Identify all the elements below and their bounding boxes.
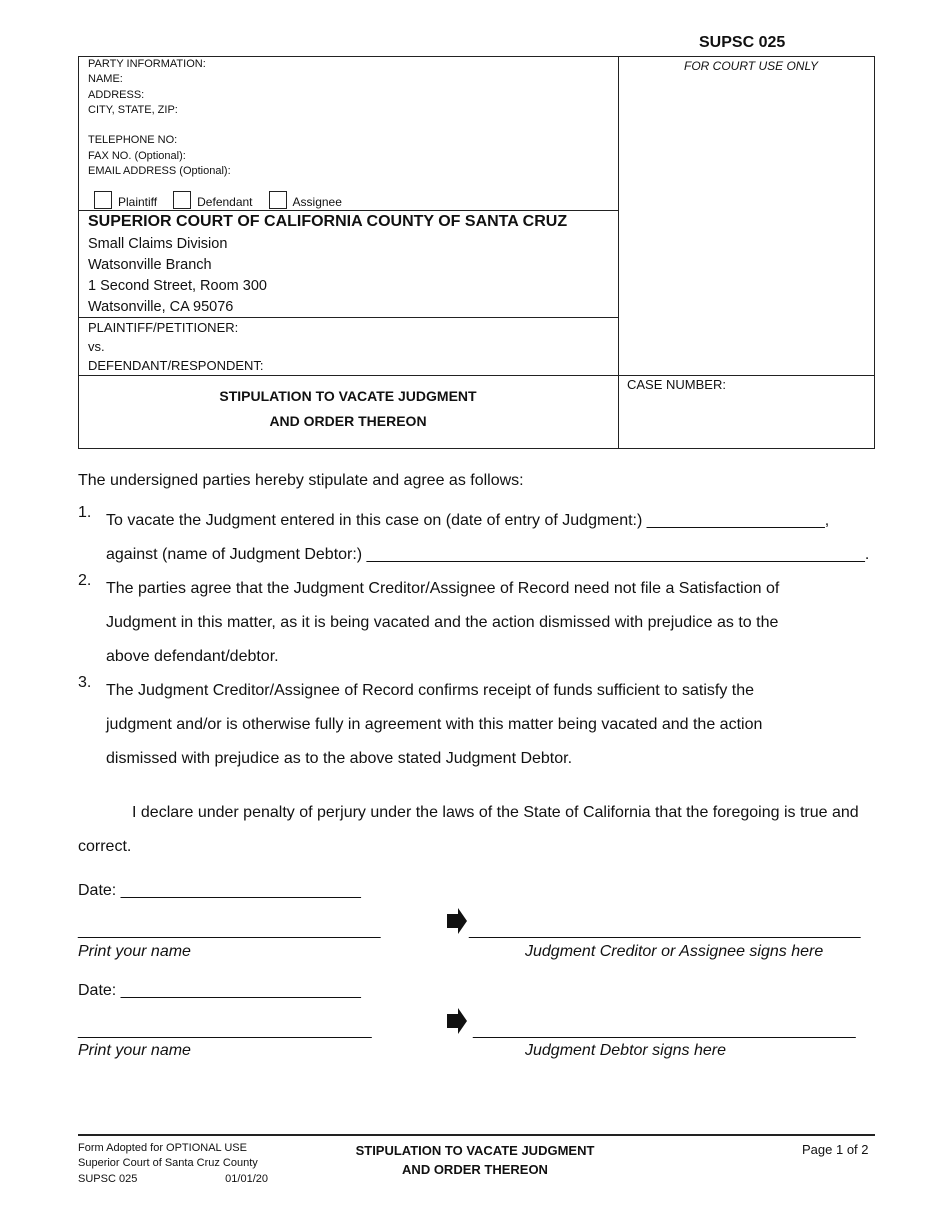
footer-court: Superior Court of Santa Cruz County <box>78 1157 258 1170</box>
plaintiff-checkbox-label: Plaintiff <box>118 195 158 209</box>
footer-form-no-row <box>78 1172 268 1187</box>
print-name-line-2[interactable]: _________________________________ <box>78 1022 372 1039</box>
item-1-line-2: against (name of Judgment Debtor:) ________________________________________________________. <box>106 546 870 563</box>
print-name-line-1[interactable]: __________________________________ <box>78 922 381 939</box>
document-title-line1: STIPULATION TO VACATE JUDGMENT <box>219 388 477 404</box>
item-1-text <box>106 504 876 572</box>
party-line-fax: FAX NO. (Optional): <box>88 149 186 162</box>
date-line-1[interactable]: Date: ___________________________ <box>78 882 361 899</box>
plaintiff-label: PLAINTIFF/PETITIONER: <box>88 320 239 335</box>
item-3-line-2: judgment and/or is otherwise fully in agreement with this matter being vacated and the action <box>106 716 763 733</box>
item-3-number: 3. <box>78 674 92 691</box>
print-name-label-1: Print your name <box>78 943 191 960</box>
date-line-2[interactable]: Date: ___________________________ <box>78 982 361 999</box>
footer-adopted: Form Adopted for OPTIONAL USE <box>78 1142 247 1154</box>
court-division: Small Claims Division <box>88 236 228 252</box>
signature-line-creditor[interactable]: ____________________________________________ <box>469 922 861 939</box>
party-line-telephone: TELEPHONE NO: <box>88 134 178 147</box>
item-3-text <box>106 674 876 776</box>
print-name-label-2: Print your name <box>78 1042 191 1059</box>
vs-label: vs. <box>88 339 105 354</box>
party-role-checkboxes <box>94 189 358 209</box>
footer-form-date: 01/01/20 <box>225 1172 268 1185</box>
parties-block <box>88 318 264 375</box>
party-line-name: NAME: <box>88 73 123 86</box>
page-number: Page 1 of 2 <box>802 1142 869 1157</box>
party-line-address: ADDRESS: <box>88 88 145 101</box>
assignee-checkbox-label: Assignee <box>292 195 342 209</box>
party-information <box>88 57 231 179</box>
court-street: 1 Second Street, Room 300 <box>88 278 267 294</box>
footer-title-line2: AND ORDER THEREON <box>402 1162 548 1177</box>
footer-rule <box>78 1134 875 1136</box>
signature-line-debtor[interactable]: ___________________________________________ <box>473 1022 856 1039</box>
assignee-checkbox[interactable] <box>269 191 287 209</box>
item-2-line-1: The parties agree that the Judgment Creditor/Assignee of Record need not file a Satisfaction of <box>106 580 780 597</box>
court-branch: Watsonville Branch <box>88 257 212 273</box>
divider-party-court <box>78 210 618 211</box>
footer-form-number: SUPSC 025 <box>78 1172 138 1185</box>
item-1-line-1: To vacate the Judgment entered in this case on (date of entry of Judgment:) ____________________, <box>106 512 830 529</box>
item-1-number: 1. <box>78 504 92 521</box>
court-use-label: FOR COURT USE ONLY <box>684 59 819 73</box>
signature-label-creditor: Judgment Creditor or Assignee signs here <box>525 943 824 960</box>
case-number-label: CASE NUMBER: <box>627 377 726 392</box>
plaintiff-checkbox[interactable] <box>94 191 112 209</box>
footer-title-line1: STIPULATION TO VACATE JUDGMENT <box>355 1143 595 1158</box>
item-2-line-3: above defendant/debtor. <box>106 648 279 665</box>
intro-text: The undersigned parties hereby stipulate and agree as follows: <box>78 472 524 489</box>
arrow-right-icon <box>447 906 467 936</box>
party-line-blank <box>88 118 231 133</box>
arrow-right-icon <box>447 1006 467 1036</box>
party-line-email: EMAIL ADDRESS (Optional): <box>88 165 231 178</box>
defendant-checkbox-label: Defendant <box>197 195 253 209</box>
caption-vertical-divider <box>618 56 619 449</box>
defendant-label: DEFENDANT/RESPONDENT: <box>88 358 264 373</box>
declaration-text: I declare under penalty of perjury under the laws of the State of California that the foregoing is true and correct. <box>78 804 859 855</box>
item-2-line-2: Judgment in this matter, as it is being vacated and the action dismissed with prejudice as to the <box>106 614 779 631</box>
defendant-checkbox[interactable] <box>173 191 191 209</box>
form-code: SUPSC 025 <box>699 34 786 51</box>
party-line-heading: PARTY INFORMATION: <box>88 58 206 70</box>
party-line-city: CITY, STATE, ZIP: <box>88 103 178 116</box>
court-name: SUPERIOR COURT OF CALIFORNIA COUNTY OF SANTA CRUZ <box>88 213 568 230</box>
document-title-line2: AND ORDER THEREON <box>269 413 427 429</box>
item-3-line-1: The Judgment Creditor/Assignee of Record confirms receipt of funds sufficient to satisfy the <box>106 682 755 699</box>
signature-label-debtor: Judgment Debtor signs here <box>525 1042 726 1059</box>
court-address <box>88 234 267 318</box>
footer-title <box>330 1141 620 1179</box>
document-title <box>79 384 617 434</box>
item-2-number: 2. <box>78 572 92 589</box>
divider-title-row <box>78 375 875 376</box>
item-3-line-3: dismissed with prejudice as to the above stated Judgment Debtor. <box>106 750 573 767</box>
footer-form-info <box>78 1141 268 1187</box>
court-city: Watsonville, CA 95076 <box>88 299 234 315</box>
item-2-text <box>106 572 876 674</box>
